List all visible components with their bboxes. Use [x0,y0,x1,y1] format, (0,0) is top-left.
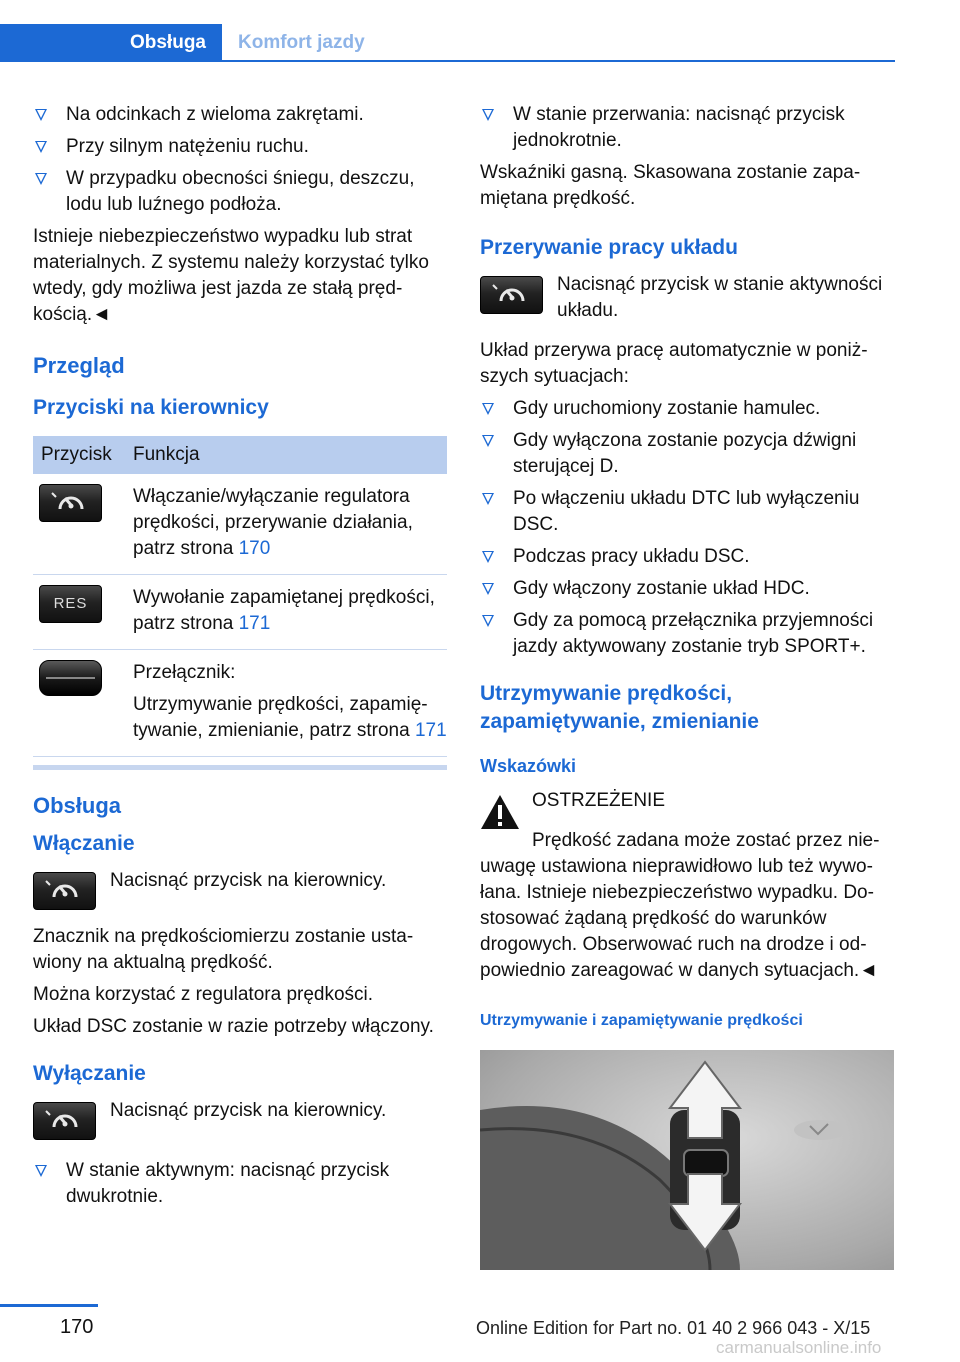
bullet-list [480,396,896,660]
table-row: Przełącznik: Utrzymywanie prędkości, zapamiętywanie, zmienianie, patrz strona 171 [33,650,447,757]
warning-paragraph: Istnieje niebezpieczeństwo wypadku lub strat materialnych. Z systemu należy korzystać tylko wtedy, gdy możliwa jest jazda ze stałą prędkością.◄ [33,226,429,325]
instruction-row: Nacisnąć przycisk na kierownicy. [33,1098,447,1140]
left-column: Na odcinkach z wieloma zakrętami. Przy silnym natężeniu ruchu. W przypadku obecności śniegu, deszczu, lodu lub luźnego podłoża. Istnieje niebezpieczeństwo wypadku lub strat materialnych. Z systemu należy korzystać tylko wtedy, gdy możliwa jest jazda ze stałą prędkością.◄ Przegląd Przyciski na kierownicy Przycisk Funkcja Włączanie/wyłączanie regulatora prędkości, przerywanie działania, patrz strona 170 RES Wywołanie zapamiętanej prędkości, patrz strona 171 Przełącznik: Utrzymywanie prędkości, zapamiętywanie, zmienianie, patrz strona 171 Obsługa Włączanie Nacisnąć przycisk na kierownicy. Znacznik na prędkościomierzu zostanie ustawiony na aktualną prędkość. Można korzystać z regulatora prędkości. Układ DSC zostanie w razie potrzeby włączony. Wyłączanie Nacisnąć przycisk na kierownicy. W stanie aktywnym: nacisnąć przycisk dwukrotnie. [33,102,447,1216]
heading-utrzymywanie-predkosci: Utrzymywanie prędkości, zapamiętywanie, zmienianie [480,682,759,733]
list-item: Gdy za pomocą przełącznika przyjemności jazdy aktywowany zostanie tryb SPORT+. [480,608,896,660]
heading-obsluga: Obsługa [33,793,122,818]
list-item: W stanie aktywnym: nacisnąć przycisk dwukrotnie. [33,1158,447,1210]
heading-przerywanie-pracy: Przerywanie pracy układu [480,236,738,259]
instruction-row: Nacisnąć przycisk w stanie aktywności układu. [480,272,896,324]
heading-wskazowki: Wskazówki [480,756,577,776]
heading-wlaczanie: Włączanie [33,832,135,855]
list-item: W przypadku obecności śniegu, deszczu, lodu lub luźnego podłoża. [33,166,447,218]
warning-text: Prędkość zadana może zostać przez nieuwagę ustawiona nieprawidłowo lub też wywołana. Istnieje niebezpieczeństwo wypadku. Dostosować żądaną prędkość do warunków drogowych. Obserwować ruch na drodze i odpowiednio zareagować w danych sytuacjach.◄ [480,830,880,981]
buttons-table [33,436,447,757]
triangle-bullet-icon [35,141,47,153]
figure-caption: Utrzymywanie i zapamiętywanie prędkości [480,1012,803,1029]
list-item: W stanie przerwania: nacisnąć przycisk jednokrotnie. [480,102,896,154]
list-item: Po włączeniu układu DTC lub wyłączeniu DSC. [480,486,896,538]
table-header-przycisk: Przycisk [33,436,125,474]
triangle-bullet-icon [482,493,494,505]
cruise-control-icon [33,872,96,910]
warning-triangle-icon [480,794,520,830]
triangle-bullet-icon [482,615,494,627]
right-column: W stanie przerwania: nacisnąć przycisk jednokrotnie. Wskaźniki gasną. Skasowana zostanie zapamiętana prędkość. Przerywanie pracy układu Nacisnąć przycisk w stanie aktywności układu. Układ przerywa pracę automatycznie w poniższych sytuacjach: Gdy uruchomiony zostanie hamulec. Gdy wyłączona zostanie pozycja dźwigni sterującej D. Po włączeniu układu DTC lub wyłączeniu DSC. Podczas pracy układu DSC. Gdy włączony zostanie układ HDC. Gdy za pomocą przełącznika przyjemności jazdy aktywowany zostanie tryb SPORT+. Utrzymywanie prędkości, zapamiętywanie, zmienianie Wskazówki OSTRZEŻENIE Prędkość zadana może zostać przez nieuwagę ustawiona nieprawidłowo lub też wywołana. Istnieje niebezpieczeństwo wypadku. Dostosować żądaną prędkość do warunków drogowych. Obserwować ruch na drodze i odpowiednio zareagować w danych sytuacjach.◄ Utrzymywanie i zapamiętywanie prędkości [480,102,896,1270]
edition-text: Online Edition for Part no. 01 40 2 966 043 - X/15 [476,1318,871,1338]
list-item: Gdy włączony zostanie układ HDC. [480,576,896,602]
list-item: Gdy wyłączona zostanie pozycja dźwigni sterującej D. [480,428,896,480]
header-tab-obsluga[interactable]: Obsługa [0,24,222,62]
page-number: 170 [60,1316,94,1338]
cruise-control-icon [39,484,102,522]
triangle-bullet-icon [35,1165,47,1177]
bullet-list [33,1158,447,1210]
instruction-row: Nacisnąć przycisk na kierownicy. [33,868,447,910]
page-link[interactable]: 171 [238,613,271,634]
table-row: Włączanie/wyłączanie regulatora prędkości, przerywanie działania, patrz strona 170 [33,474,447,575]
footer-rule [0,1304,98,1307]
table-row: RES Wywołanie zapamiętanej prędkości, patrz strona 171 [33,575,447,650]
watermark: carmanualsonline.info [716,1338,882,1357]
warning-block [480,788,896,830]
triangle-bullet-icon [482,109,494,121]
table-bottom-rule [33,765,447,770]
heading-przeglad: Przegląd [33,353,125,378]
triangle-bullet-icon [35,109,47,121]
bullet-list [33,102,447,218]
triangle-bullet-icon [482,551,494,563]
triangle-bullet-icon [482,583,494,595]
triangle-bullet-icon [482,403,494,415]
header-tab-komfort-jazdy[interactable]: Komfort jazdy [238,32,365,53]
list-item: Na odcinkach z wieloma zakrętami. [33,102,447,128]
list-item: Podczas pracy układu DSC. [480,544,896,570]
page-link[interactable]: 170 [238,538,271,559]
bullet-list [480,102,896,154]
triangle-bullet-icon [482,435,494,447]
cruise-control-icon [480,276,543,314]
list-item: Gdy uruchomiony zostanie hamulec. [480,396,896,422]
triangle-bullet-icon [35,173,47,185]
header-divider [222,60,895,62]
heading-wylaczanie: Wyłączanie [33,1062,146,1085]
steering-wheel-photo [480,1050,894,1270]
heading-przyciski-na-kierownicy: Przyciski na kierownicy [33,396,269,419]
cruise-control-icon [33,1102,96,1140]
table-header-funkcja: Funkcja [125,436,447,474]
page-link[interactable]: 171 [414,720,447,741]
rocker-switch-icon [39,660,102,696]
res-button-icon: RES [39,585,102,623]
warning-title: OSTRZEŻENIE [532,790,666,811]
list-item: Przy silnym natężeniu ruchu. [33,134,447,160]
